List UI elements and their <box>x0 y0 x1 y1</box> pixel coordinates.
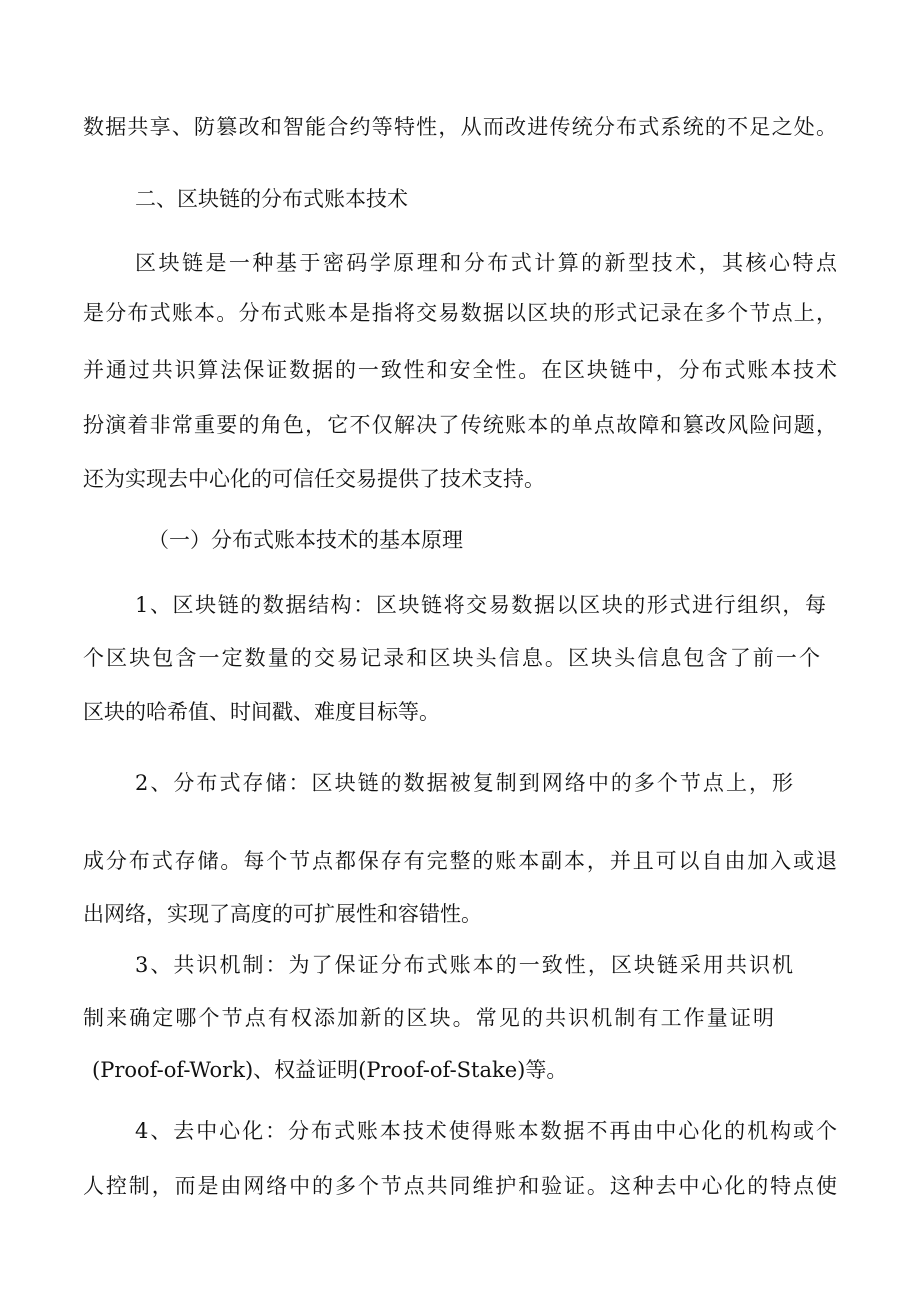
list-item-line: (Proof-of-Work)、权益证明(Proof-of-Stake)等。 <box>92 1058 568 1082</box>
list-item-line: 2、分布式存储：区块链的数据被复制到网络中的多个节点上，形 <box>135 771 793 795</box>
paragraph-line: 数据共享、防篡改和智能合约等特性，从而改进传统分布式系统的不足之处。 <box>83 115 837 139</box>
paragraph-line: 并通过共识算法保证数据的一致性和安全性。在区块链中，分布式账本技术 <box>83 358 837 382</box>
paragraph-line: 扮演着非常重要的角色，它不仅解决了传统账本的单点故障和篡改风险问题， <box>83 413 837 437</box>
list-item-line: 成分布式存储。每个节点都保存有完整的账本副本，并且可以自由加入或退 <box>83 849 837 873</box>
list-item-line: 1、区块链的数据结构：区块链将交易数据以区块的形式进行组织，每 <box>135 593 826 617</box>
subsection-heading: （一）分布式账本技术的基本原理 <box>148 528 463 552</box>
list-item-line: 区块的哈希值、时间戳、难度目标等。 <box>83 700 440 724</box>
list-item-line: 出网络，实现了高度的可扩展性和容错性。 <box>83 902 482 926</box>
paragraph-line: 是分布式账本。分布式账本是指将交易数据以区块的形式记录在多个节点上， <box>83 301 837 325</box>
paragraph-line: 区块链是一种基于密码学原理和分布式计算的新型技术，其核心特点 <box>135 251 837 275</box>
list-item-line: 制来确定哪个节点有权添加新的区块。常见的共识机制有工作量证明 <box>83 1006 774 1030</box>
section-heading: 二、区块链的分布式账本技术 <box>135 187 408 211</box>
paragraph-line: 还为实现去中心化的可信任交易提供了技术支持。 <box>83 467 545 491</box>
list-item-line: 人控制，而是由网络中的多个节点共同维护和验证。这种去中心化的特点使 <box>83 1174 837 1198</box>
list-item-line: 3、共识机制：为了保证分布式账本的一致性，区块链采用共识机 <box>135 953 793 977</box>
list-item-line: 4、去中心化：分布式账本技术使得账本数据不再由中心化的机构或个 <box>135 1119 837 1143</box>
list-item-line: 个区块包含一定数量的交易记录和区块头信息。区块头信息包含了前一个 <box>83 646 820 670</box>
